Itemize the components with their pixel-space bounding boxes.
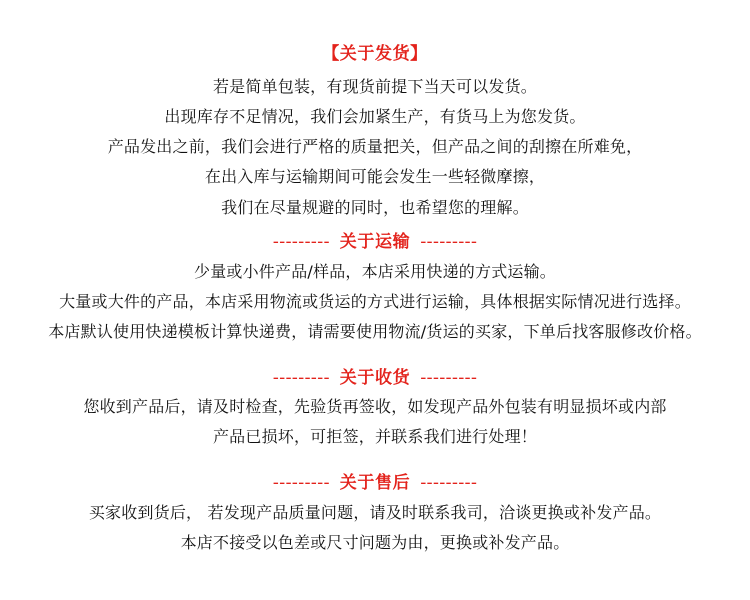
shipping-line-1: 若是简单包装，有现货前提下当天可以发货。 — [212, 77, 537, 96]
after-sales-dash-right: --------- — [420, 473, 478, 493]
receiving-heading: 关于收货 — [339, 368, 411, 388]
receiving-dash-right: --------- — [420, 368, 478, 388]
shipping-line-5: 我们在尽量规避的同时，也希望您的理解。 — [221, 198, 529, 217]
transport-heading: 关于运输 — [339, 232, 411, 252]
transport-line-1: 少量或小件产品/样品，本店采用快递的方式运输。 — [194, 262, 556, 281]
receiving-line-1: 您收到产品后，请及时检查，先验货再签收，如发现产品外包装有明显损坏或内部 — [83, 397, 667, 416]
transport-line-2: 大量或大件的产品，本店采用物流或货运的方式进行运输，具体根据实际情况进行选择。 — [59, 292, 691, 311]
shipping-line-2: 出现库存不足情况，我们会加紧生产，有货马上为您发货。 — [164, 107, 586, 126]
shipping-line-3: 产品发出之前，我们会进行严格的质量把关，但产品之间的刮擦在所难免， — [107, 137, 643, 156]
transport-dash-right: --------- — [420, 232, 478, 252]
after-sales-line-1: 买家收到货后， 若发现产品质量问题，请及时联系我司，洽谈更换或补发产品。 — [88, 503, 662, 522]
receiving-heading-row — [0, 368, 750, 388]
shipping-line-4: 在出入库与运输期间可能会发生一些轻微摩擦， — [204, 167, 546, 186]
after-sales-heading-row — [0, 473, 750, 493]
after-sales-line-2: 本店不接受以色差或尺寸问题为由，更换或补发产品。 — [180, 533, 570, 552]
receiving-dash-left: --------- — [272, 368, 330, 388]
transport-heading-row — [0, 232, 750, 252]
receiving-line-2: 产品已损坏，可拒签，并联系我们进行处理！ — [212, 427, 537, 446]
after-sales-heading: 关于售后 — [339, 473, 411, 493]
after-sales-dash-left: --------- — [272, 473, 330, 493]
transport-dash-left: --------- — [272, 232, 330, 252]
transport-line-3: 本店默认使用快递模板计算快递费，请需要使用物流/货运的买家，下单后找客服修改价格。 — [48, 322, 702, 341]
shipping-heading: 【关于发货】 — [322, 44, 428, 64]
